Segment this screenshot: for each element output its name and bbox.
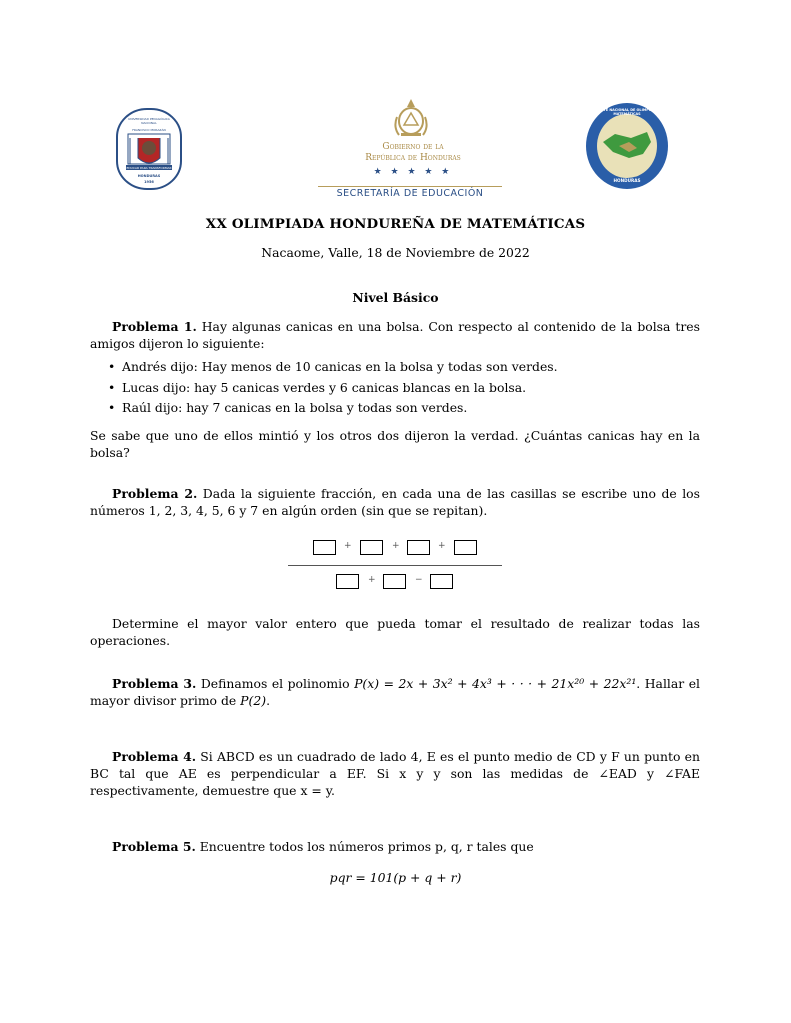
level-heading: Nivel Básico (352, 290, 439, 305)
numerator-box-1 (313, 540, 336, 555)
seal-year-text: 1956 (144, 180, 154, 184)
fraction-diagram (288, 538, 502, 594)
problem-4-label: Problema 4. (112, 749, 197, 764)
problem-4-text: Si ABCD es un cuadrado de lado 4, E es el punto medio de CD y F un punto en BC tal que AE es perpendicular a EF. Si x y y son las medidas de ∠EAD y ∠FAE respectivamente, demuestre que x = y. (90, 749, 700, 798)
list-item: • Raúl dijo: hay 7 canicas en la bolsa y todas son verdes. (122, 398, 558, 419)
problem-3-text-c: . (266, 693, 271, 708)
numerator-box-2 (360, 540, 383, 555)
seal-motto-text: EDUCAR PARA TRANSFORMAR (126, 166, 172, 170)
numerator-op-1: + (344, 541, 352, 551)
problem-3-p2: P(2) (240, 693, 267, 708)
problem-1-label: Problema 1. (112, 319, 197, 334)
gobierno-line1: Gobierno de la (382, 142, 444, 152)
denominator-box-3 (430, 574, 453, 589)
list-item: • Lucas dijo: hay 5 canicas verdes y 6 canicas blancas en la bolsa. (122, 378, 558, 399)
denominator-box-1 (336, 574, 359, 589)
committee-ring-text: COMITÉ NACIONAL DE OLIMPIADAS MATEMÁTICAS (593, 108, 661, 116)
stars-row: ★ ★ ★ ★ ★ (373, 167, 453, 177)
problem-1-text: Hay algunas canicas en una bolsa. Con respecto al contenido de la bolsa tres amigos dijeron lo siguiente: (90, 319, 700, 351)
coat-of-arms-icon (391, 97, 431, 139)
problem-5-statement (90, 838, 700, 855)
seal-country-text: HONDURAS (137, 174, 161, 178)
list-item: • Andrés dijo: Hay menos de 10 canicas en la bolsa y todas son verdes. (122, 357, 558, 378)
denominator-op-1: + (368, 575, 376, 585)
committee-bottom-text: HONDURAS (613, 178, 641, 183)
problem-3-polynomial: P(x) = 2x + 3x² + 4x³ + · · · + 21x²⁰ + 22x²¹ (354, 676, 637, 691)
problem-3-text-a: Definamos el polinomio (196, 676, 355, 691)
seal-name-text: FRANCISCO MORAZÁN (132, 128, 166, 132)
problem-2-text: Dada la siguiente fracción, en cada una de las casillas se escribe uno de los números 1, 2, 3, 4, 5, 6 y 7 en algún orden (sin que se repitan). (90, 486, 700, 518)
numerator-box-4 (454, 540, 477, 555)
olympiad-committee-logo (585, 102, 669, 190)
secretaria-line: SECRETARÍA DE EDUCACIÓN (318, 186, 502, 199)
seal-top-text: UNIVERSIDAD PEDAGÓGICA NACIONAL (128, 117, 170, 125)
problem-5-label: Problema 5. (112, 839, 196, 854)
problem-3-statement (90, 675, 700, 709)
olympiad-title: XX OLIMPIADA HONDUREÑA DE MATEMÁTICAS (205, 216, 586, 232)
problem-4-statement (90, 748, 700, 799)
olympiad-subtitle: Nacaome, Valle, 18 de Noviembre de 2022 (261, 245, 530, 260)
denominator-box-2 (383, 574, 406, 589)
fraction-bar (288, 565, 502, 566)
problem-2-label: Problema 2. (112, 486, 198, 501)
gobierno-line2: República de Honduras (365, 153, 461, 163)
university-seal-logo (116, 108, 182, 190)
problem-1-statements-list (90, 357, 558, 419)
problem-5-text: Encuentre todos los números primos p, q, r tales que (195, 839, 534, 854)
problem-2-question: Determine el mayor valor entero que pueda tomar el resultado de realizar todas las operaciones. (90, 616, 700, 648)
numerator-op-2: + (392, 541, 400, 551)
numerator-op-3: + (438, 541, 446, 551)
problem-2-statement (90, 485, 700, 519)
problem-3-label: Problema 3. (112, 676, 197, 691)
problem-1-statement (90, 318, 700, 352)
problem-3-text-b: . Hallar el mayor divisor primo de (90, 676, 700, 708)
numerator-box-3 (407, 540, 430, 555)
problem-5-equation: pqr = 101(p + q + r) (329, 870, 462, 885)
secretaria-educacion-logo (318, 97, 502, 201)
problem-1-question: Se sabe que uno de ellos mintió y los otros dos dijeron la verdad. ¿Cuántas canicas hay en la bolsa? (90, 428, 700, 460)
denominator-op-2: − (415, 575, 423, 585)
